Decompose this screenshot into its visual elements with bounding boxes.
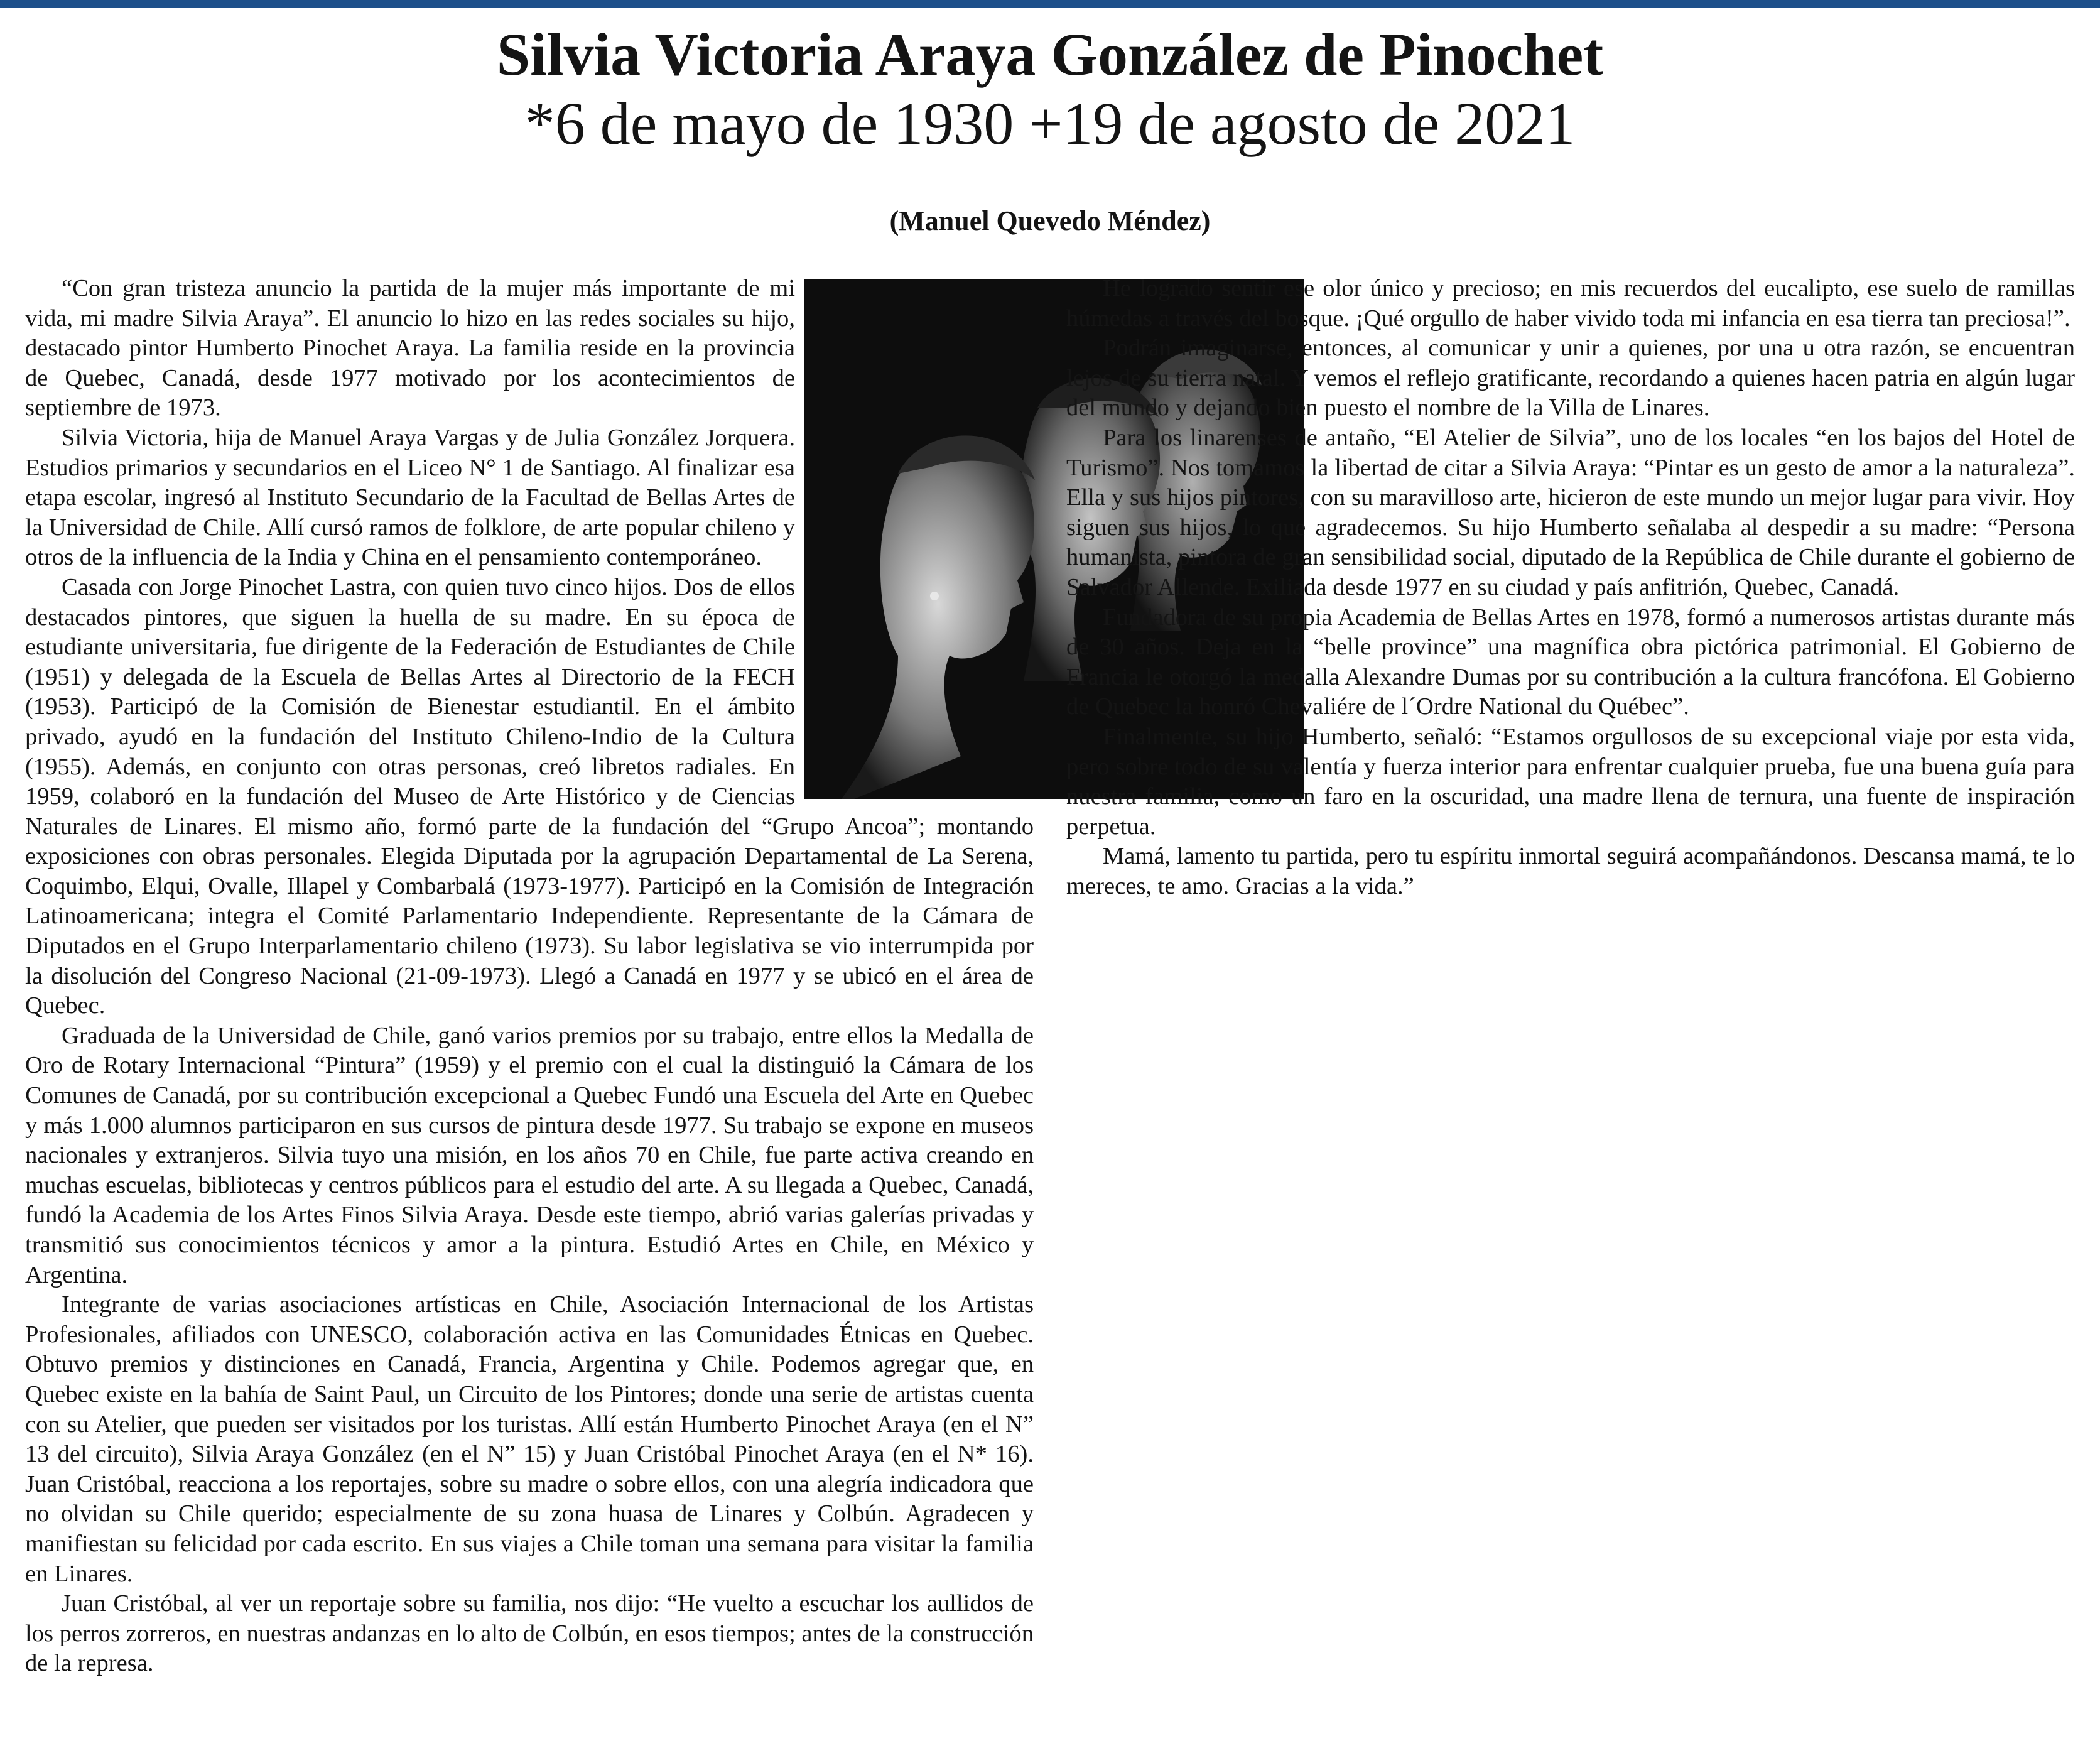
paragraph: “Con gran tristeza anuncio la partida de la mujer más importante de mi vida, mi madre Silvia Araya”. El anuncio lo hizo en las redes sociales su hijo, destacado pintor Humberto Pinochet Araya. La familia reside en la provincia de Quebec, Canadá, desde 1977 motivado por los acontecimientos de septiembre de 1973. xyxy=(25,275,795,421)
byline: (Manuel Quevedo Méndez) xyxy=(889,205,1211,236)
paragraph: Finalmente, su hijo Humberto, señaló: “Estamos orgullosos de su excepcional viaje por esta vida, pero sobre todo de su valentía y fuerza interior para enfrentar cualquier prueba, fue una buena guía para nuestra familia, como un faro en la oscuridad, una madre llena de ternura, una fuente de inspiración perpetua. xyxy=(1066,723,2075,840)
paragraph: Casada con Jorge Pinochet Lastra, con quien tuvo cinco hijos. Dos de ellos destacados pintores, que siguen la huella de su madre. En su época de estudiante universitaria, fue dirigente de la Federación de Estudiantes de Chile (1951) y delegada de la Escuela de Bellas Artes al Directorio de la FECH (1953). Participó de la Comisión de Bienestar estudiantil. En el ámbito privado, ayudó en la fundación del Instituto Chileno-Indio de la Cultura (1955). Además, en conjunto con otras personas, creó libretos radiales. En 1959, colaboró en la fundación del Museo de Arte Histórico y de Ciencias Naturales de Linares. El mismo año, formó parte de la fundación del “Grupo Ancoa”; montando exposiciones con obras personales. Elegida Diputada por la agrupación Departamental de La Serena, Coquimbo, Elqui, Ovalle, Illapel y Combarbalá (1973-1977). Participó en la Comisión de Integración Latinoamericana; integra el Comité Parlamentario Independiente. Representante de la Cámara de Diputados en el Grupo Interparlamentario chileno (1973). Su labor legislativa se vio interrumpida por la disolución del Congreso Nacional (21-09-1973). Llegó a Canadá en 1977 y se ubicó en el área de Quebec. xyxy=(25,573,1034,1019)
top-color-rule xyxy=(0,0,2100,8)
paragraph: Graduada de la Universidad de Chile, ganó varios premios por su trabajo, entre ellos la Medalla de Oro de Rotary Internacional “Pintura” (1959) y el premio con el cual la distinguió la Cámara de los Comunes de Canadá, por su contribución excepcional a Quebec Fundó una Escuela del Arte en Quebec y más 1.000 alumnos participaron en sus cursos de pintura desde 1977. Su trabajo se expone en museos nacionales y extranjeros. Silvia tuyo una misión, en los años 70 en Chile, fue parte activa creando en muchas escuelas, bibliotecas y centros públicos para el estudio del arte. A su llegada a Quebec, Canadá, fundó la Academia de los Artes Finos Silvia Araya. Desde este tiempo, abrió varias galerías privadas y transmitió sus conocimientos técnicos y amor a la pintura. Estudió Artes en Chile, en México y Argentina. xyxy=(25,1022,1034,1288)
paragraph: Mamá, lamento tu partida, pero tu espíritu inmortal seguirá acompañándonos. Descansa mamá, te lo mereces, te amo. Gracias a la vida.” xyxy=(1066,843,2075,899)
paragraph: Juan Cristóbal, al ver un reportaje sobre su familia, nos dijo: “He vuelto a escuchar los aullidos de los perros zorreros, en nuestras andanzas en lo alto de Colbún, en esos tiempos; antes de la construcción de la represa. xyxy=(25,1590,1034,1677)
headline-name: Silvia Victoria Araya González de Pinochet xyxy=(496,21,1604,88)
paragraph: Silvia Victoria, hija de Manuel Araya Vargas y de Julia González Jorquera. Estudios primarios y secundarios en el Liceo N° 1 de Santiago. Al finalizar esa etapa escolar, ingresó al Instituto Secundario de la Facultad de Bellas Artes de la Universidad de Chile. Allí cursó ramos de folklore, de arte popular chileno y otros de la influencia de la India y China en el pensamiento contemporáneo. xyxy=(25,424,795,571)
paragraph: Podrán imaginarse, entonces, al comunicar y unir a quienes, por una u otra razón, se encuentran lejos de su tierra natal. Y vemos el reflejo gratificante, recordando a quienes hacen patria en algún lugar del mundo y dejando bien puesto el nombre de la Villa de Linares. xyxy=(1066,335,2075,421)
headline-dates: *6 de mayo de 1930 +19 de agosto de 2021 xyxy=(524,90,1576,157)
headline xyxy=(0,20,2100,158)
paragraph: Integrante de varias asociaciones artísticas en Chile, Asociación Internacional de los Artistas Profesionales, afiliados con UNESCO, colaboración activa en las Comunidades Étnicas en Quebec. Obtuvo premios y distinciones en Canadá, Francia, Argentina y Chile. Podemos agregar que, en Quebec existe en la bahía de Saint Paul, un Circuito de los Pintores; donde una serie de artistas cuenta con su Atelier, que pueden ser visitados por los turistas. Allí están Humberto Pinochet Araya (en el N” 13 del circuito), Silvia Araya González (en el N” 15) y Juan Cristóbal Pinochet Araya (en el N* 16). Juan Cristóbal, reacciona a los reportajes, sobre su madre o sobre ellos, con una alegría indicadora que no olvidan su Chile querido; especialmente de su zona huasa de Linares y Colbún. Agradecen y manifiestan su felicidad por cada escrito. En sus viajes a Chile toman una semana para visitar la familia en Linares. xyxy=(25,1291,1034,1587)
article-body xyxy=(25,274,2075,1731)
paragraph: He logrado sentir ese olor único y precioso; en mis recuerdos del eucalipto, ese suelo de ramillas húmedas a través del bosque. ¡Qué orgullo de haber vivido toda mi infancia en esa tierra tan preciosa!”. xyxy=(1066,275,2075,332)
paragraph: Para los linarenses de antaño, “El Atelier de Silvia”, uno de los locales “en los bajos del Hotel de Turismo”. Nos tomamos la libertad de citar a Silvia Araya: “Pintar es un gesto de amor a la naturaleza”. Ella y sus hijos pintores, con su maravilloso arte, hicieron de este mundo un mejor lugar para vivir. Hoy siguen sus hijos, lo que agradecemos. Su hijo Humberto señalaba al despedir a su madre: “Persona humanista, pintora de gran sensibilidad social, diputado de la República de Chile durante el gobierno de Salvador Allende. Exiliada desde 1977 en su ciudad y país anfitrión, Quebec, Canadá. xyxy=(1066,424,2075,600)
paragraph: Fundadora de su propia Academia de Bellas Artes en 1978, formó a numerosos artistas durante más de 30 años. Deja en la “belle province” una magnífica obra pictórica patrimonial. El Gobierno de Francia le otorgó la medalla Alexandre Dumas por su contribución a la cultura francófona. El Gobierno de Quebec la honró Chevaliére de l´Ordre National du Québec”. xyxy=(1066,604,2075,720)
